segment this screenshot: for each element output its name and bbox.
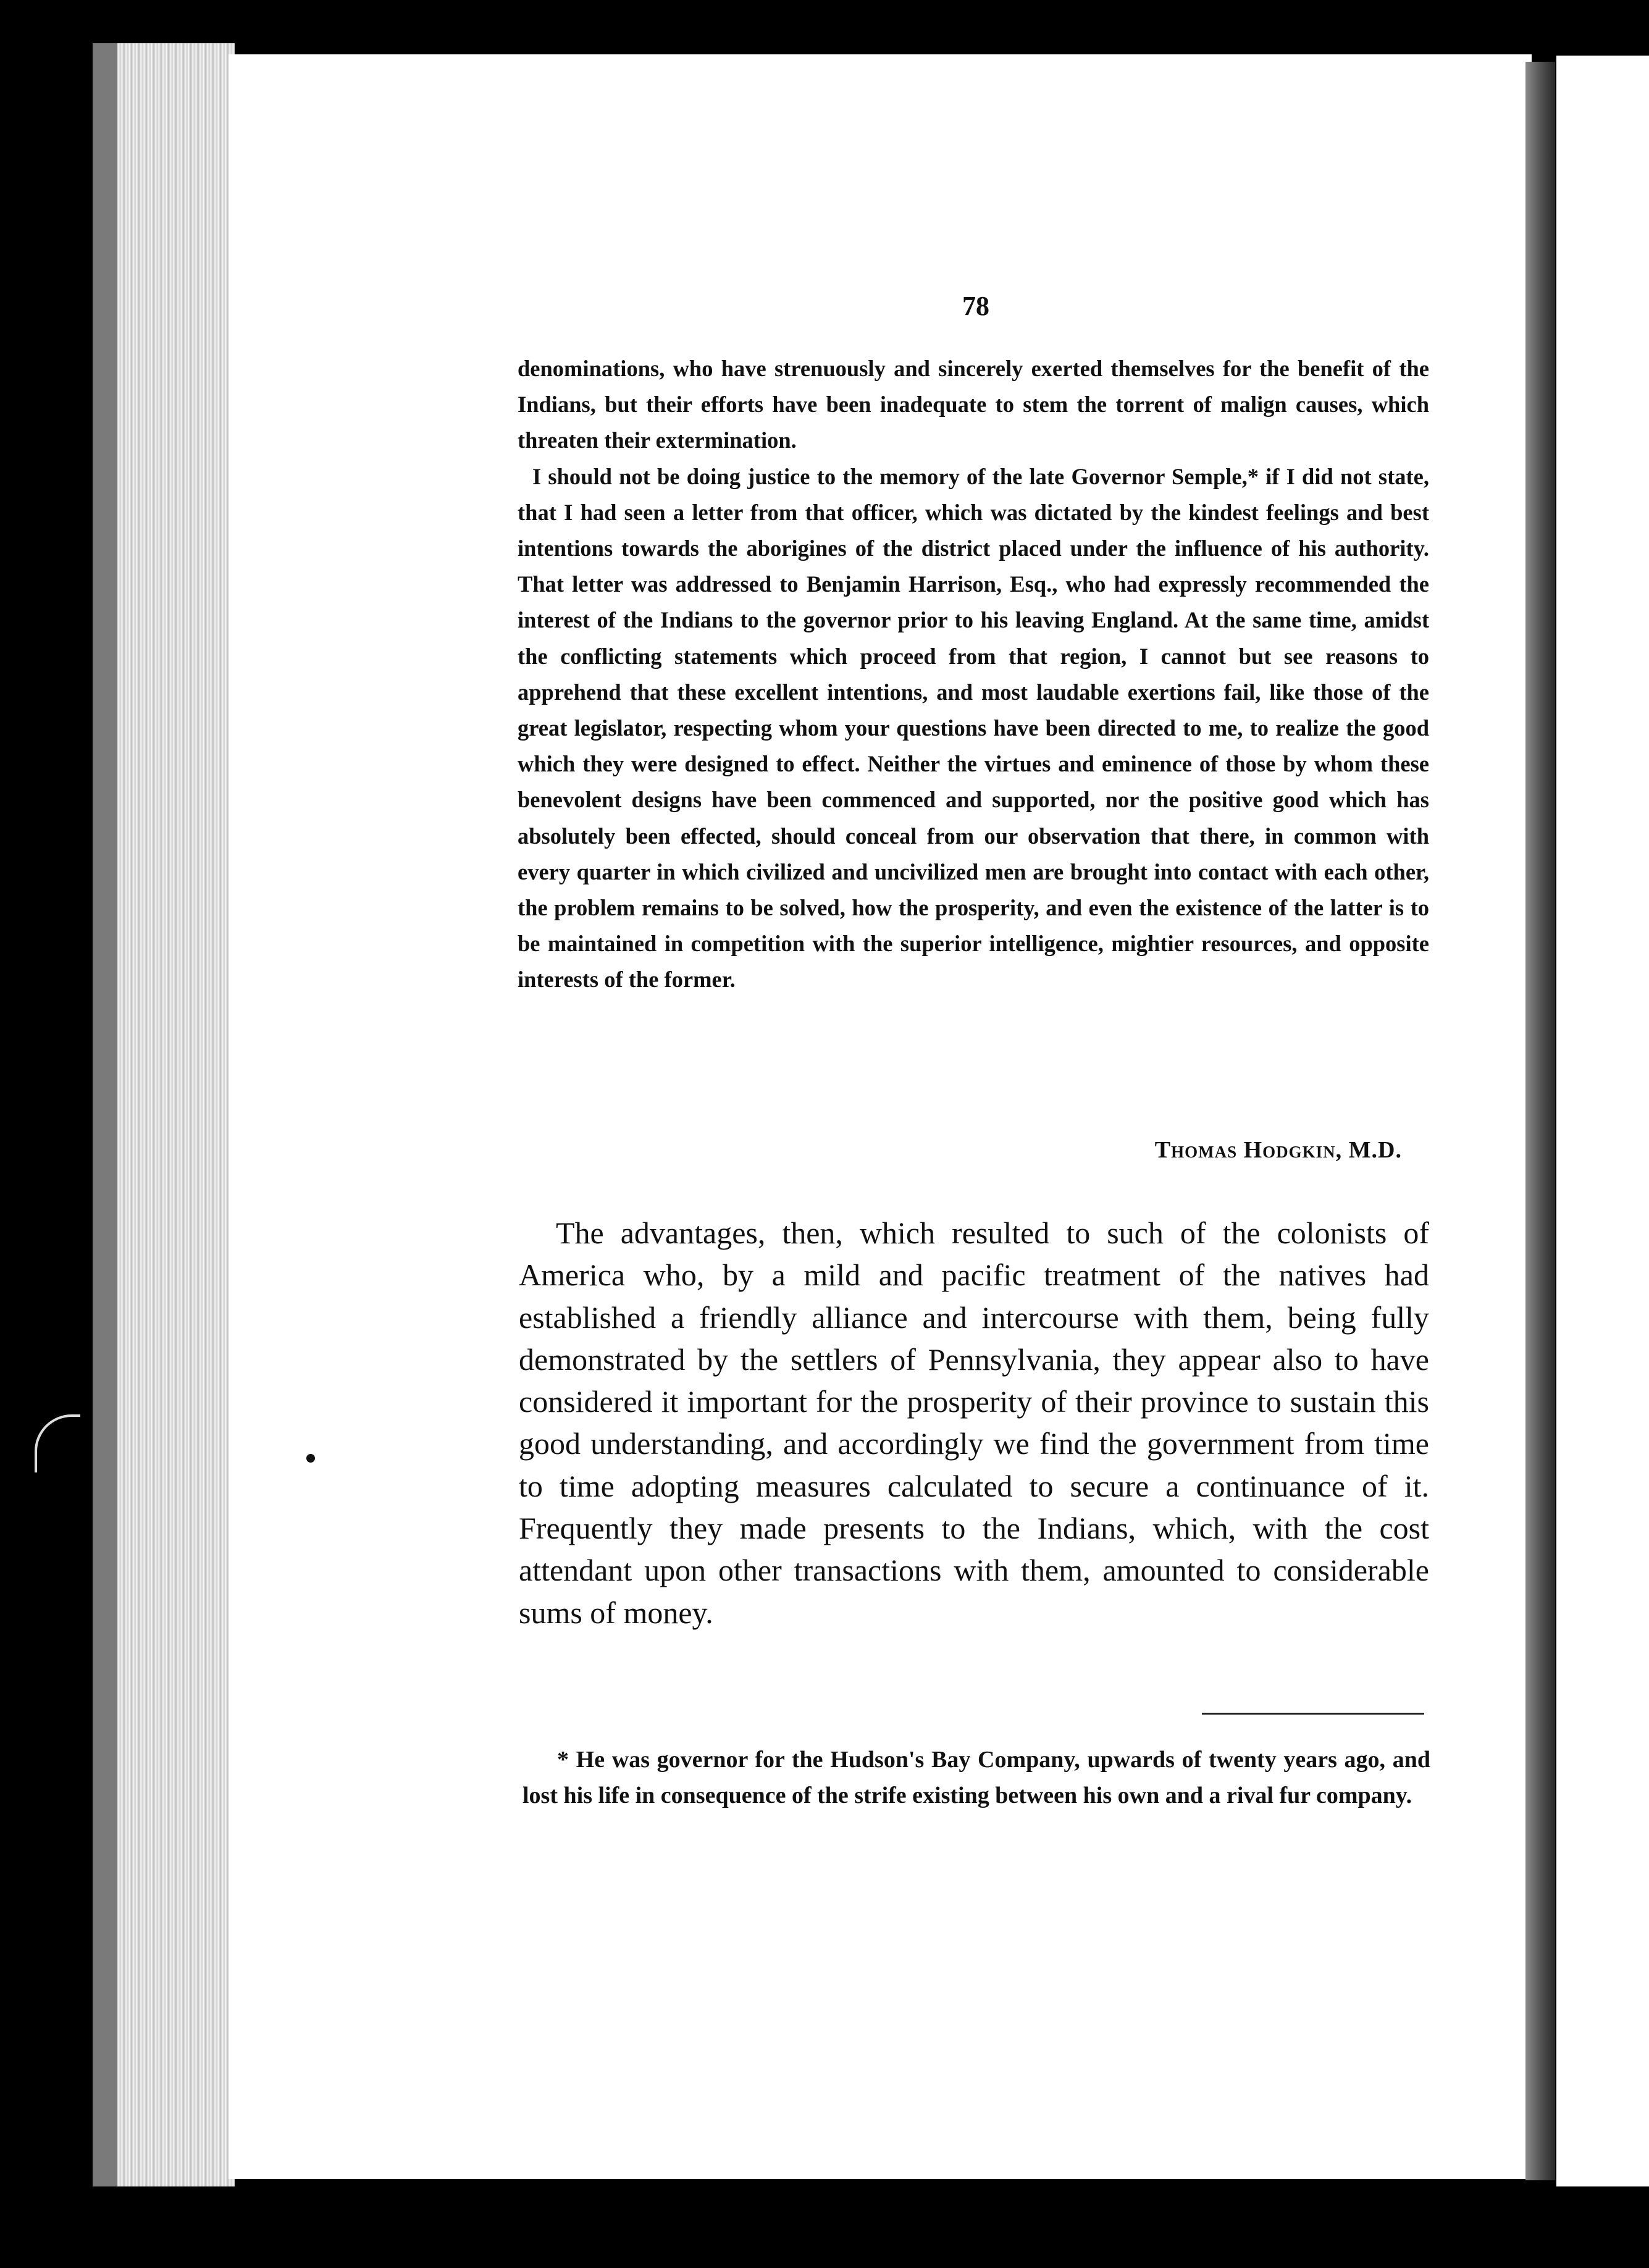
page-edges-shadow xyxy=(93,43,117,2186)
facing-page-edge xyxy=(1556,56,1649,2186)
book-binding xyxy=(1525,62,1555,2180)
page-number: 78 xyxy=(962,291,989,321)
footnote xyxy=(522,1742,1430,1813)
letter-excerpt xyxy=(518,351,1429,998)
scanner-clip-mark xyxy=(35,1414,80,1472)
letter-signature: Thomas Hodgkin, M.D. xyxy=(1154,1137,1402,1163)
dust-speck xyxy=(306,1454,315,1463)
body-text xyxy=(519,1212,1429,1634)
footnote-text: * He was governor for the Hudson's Bay Company, upwards of twenty years ago, and lost his life in consequence of the strife existing between his own and a rival fur company. xyxy=(522,1747,1430,1808)
body-paragraph: The advantages, then, which resulted to such of the colonists of America who, by a mild and pacific treatment of the natives had established a friendly alliance and intercourse with them, being fully demonstrated by the settlers of Pennsylvania, they appear also to have considered it important for the prosperity of their province to sustain this good understanding, and accordingly we find the government from time to time adopting measures calculated to secure a continuance of it. Frequently they made presents to the Indians, which, with the cost attendant upon other transactions with them, amounted to considerable sums of money. xyxy=(519,1216,1429,1630)
footnote-divider xyxy=(1202,1713,1424,1715)
letter-paragraph: I should not be doing justice to the memory of the late Governor Semple,* if I did not state, that I had seen a letter from that officer, which was dictated by the kindest feelings and best intentions towards the aborigines of the district placed under the influence of his authority. That letter was addressed to Benjamin Harrison, Esq., who had expressly recommended the interest of the Indians to the governor prior to his leaving England. At the same time, amidst the conflicting statements which proceed from that region, I cannot but see reasons to apprehend that these excellent intentions, and most laudable exertions fail, like those of the great legislator, respecting whom your questions have been directed to me, to realize the good which they were designed to effect. Neither the virtues and eminence of those by whom these benevolent designs have been commenced and supported, nor the positive good which has absolutely been effected, should conceal from our observation that there, in common with every quarter in which civilized and uncivilized men are brought into contact with each other, the problem remains to be solved, how the prosperity, and even the existence of the latter is to be maintained in competition with the superior intelligence, mightier resources, and opposite interests of the former. xyxy=(518,463,1429,993)
letter-paragraph: denominations, who have strenuously and sincerely exerted themselves for the benefit of the Indians, but their efforts have been inadequate to stem the torrent of malign causes, which threaten their extermination. xyxy=(518,356,1429,453)
